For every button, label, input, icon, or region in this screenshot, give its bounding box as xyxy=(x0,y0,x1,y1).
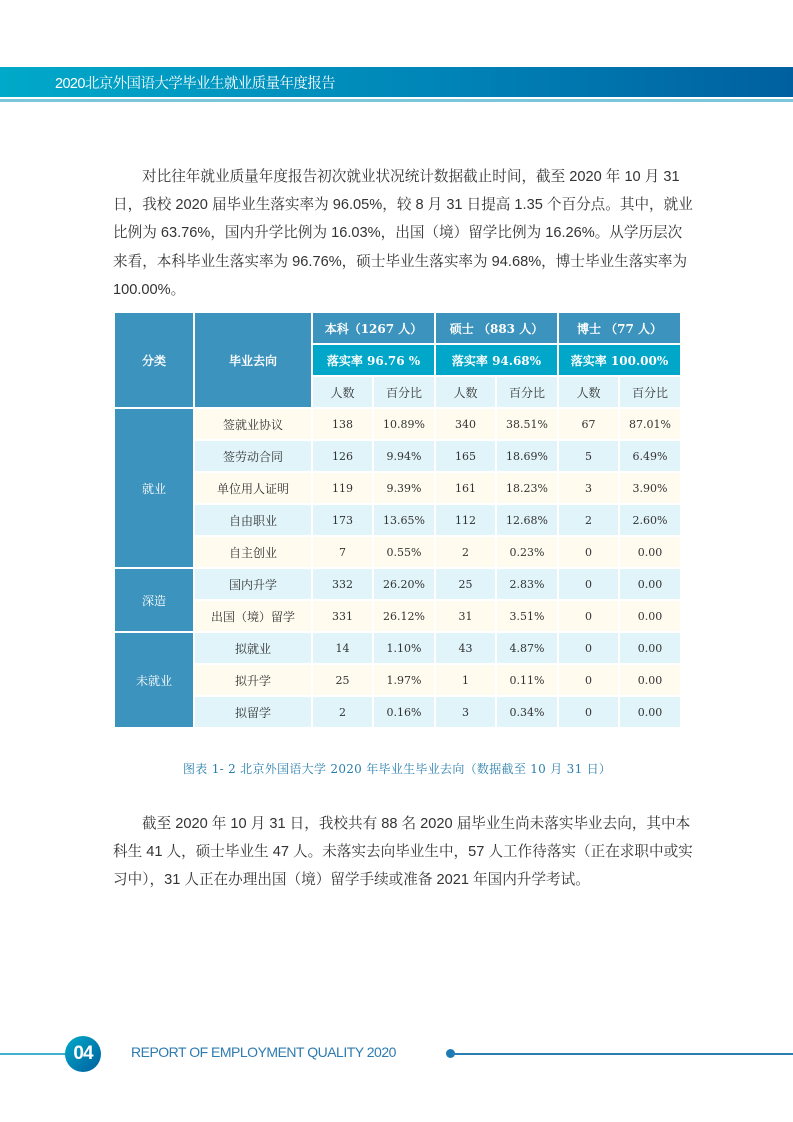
percent-cell: 0.00 xyxy=(620,665,680,695)
count-cell: 331 xyxy=(313,601,372,631)
count-cell: 165 xyxy=(436,441,495,471)
header-category: 分类 xyxy=(115,313,193,407)
subheader-count: 人数 xyxy=(559,377,618,407)
text-line: 科生 41 人，硕士毕业生 47 人。未落实去向毕业生中，57 人工作待落实（正在求职中或实 xyxy=(113,844,693,861)
percent-cell: 4.87% xyxy=(497,633,557,663)
count-cell: 2 xyxy=(436,537,495,567)
count-cell: 25 xyxy=(313,665,372,695)
percent-cell: 0.00 xyxy=(620,537,680,567)
percent-cell: 9.39% xyxy=(374,473,434,503)
percent-cell: 6.49% xyxy=(620,441,680,471)
destination-cell: 签就业协议 xyxy=(195,409,311,439)
table-row xyxy=(115,441,680,471)
destination-cell: 自主创业 xyxy=(195,537,311,567)
percent-cell: 18.69% xyxy=(497,441,557,471)
header-undergrad: 本科（1267 人） xyxy=(313,313,434,343)
report-title: 2020北京外国语大学毕业生就业质量年度报告 xyxy=(55,76,336,92)
count-cell: 25 xyxy=(436,569,495,599)
count-cell: 126 xyxy=(313,441,372,471)
count-cell: 340 xyxy=(436,409,495,439)
destination-cell: 出国（境）留学 xyxy=(195,601,311,631)
text-line: 截至 2020 年 10 月 31 日，我校共有 88 名 2020 届毕业生尚未落实毕业去向，其中本 xyxy=(142,816,691,832)
header-destination: 毕业去向 xyxy=(195,313,311,407)
destination-cell: 拟留学 xyxy=(195,697,311,727)
page-number-badge: 04 xyxy=(65,1036,101,1072)
subheader-count: 人数 xyxy=(436,377,495,407)
text-line: 100.00%。 xyxy=(113,281,186,298)
percent-cell: 0.00 xyxy=(620,569,680,599)
subheader-percent: 百分比 xyxy=(497,377,557,407)
table-row xyxy=(115,665,680,695)
percent-cell: 12.68% xyxy=(497,505,557,535)
percent-cell: 1.10% xyxy=(374,633,434,663)
table-row xyxy=(115,537,680,567)
percent-cell: 26.20% xyxy=(374,569,434,599)
destination-cell: 自由职业 xyxy=(195,505,311,535)
count-cell: 3 xyxy=(559,473,618,503)
rate-master: 落实率 94.68% xyxy=(436,345,557,375)
subheader-percent: 百分比 xyxy=(374,377,434,407)
percent-cell: 10.89% xyxy=(374,409,434,439)
count-cell: 0 xyxy=(559,601,618,631)
percent-cell: 18.23% xyxy=(497,473,557,503)
count-cell: 0 xyxy=(559,665,618,695)
destination-cell: 签劳动合同 xyxy=(195,441,311,471)
percent-cell: 9.94% xyxy=(374,441,434,471)
destination-cell: 单位用人证明 xyxy=(195,473,311,503)
table-row xyxy=(115,601,680,631)
table-row xyxy=(115,473,680,503)
count-cell: 161 xyxy=(436,473,495,503)
category-cell: 就业 xyxy=(115,409,193,567)
count-cell: 67 xyxy=(559,409,618,439)
count-cell: 1 xyxy=(436,665,495,695)
count-cell: 0 xyxy=(559,569,618,599)
category-cell: 深造 xyxy=(115,569,193,631)
count-cell: 173 xyxy=(313,505,372,535)
percent-cell: 2.83% xyxy=(497,569,557,599)
count-cell: 43 xyxy=(436,633,495,663)
count-cell: 0 xyxy=(559,537,618,567)
rate-undergrad: 落实率 96.76 % xyxy=(313,345,434,375)
count-cell: 2 xyxy=(559,505,618,535)
percent-cell: 0.16% xyxy=(374,697,434,727)
percent-cell: 0.55% xyxy=(374,537,434,567)
category-cell: 未就业 xyxy=(115,633,193,727)
count-cell: 332 xyxy=(313,569,372,599)
table-row xyxy=(115,409,680,439)
percent-cell: 3.51% xyxy=(497,601,557,631)
table-row xyxy=(115,505,680,535)
destination-table xyxy=(113,311,682,729)
footer-text: REPORT OF EMPLOYMENT QUALITY 2020 xyxy=(131,1044,396,1060)
count-cell: 119 xyxy=(313,473,372,503)
percent-cell: 1.97% xyxy=(374,665,434,695)
count-cell: 112 xyxy=(436,505,495,535)
count-cell: 31 xyxy=(436,601,495,631)
table-row xyxy=(115,569,680,599)
count-cell: 0 xyxy=(559,697,618,727)
count-cell: 138 xyxy=(313,409,372,439)
count-cell: 3 xyxy=(436,697,495,727)
percent-cell: 0.34% xyxy=(497,697,557,727)
percent-cell: 0.00 xyxy=(620,633,680,663)
rate-doctor: 落实率 100.00% xyxy=(559,345,680,375)
footer-line-left xyxy=(0,1053,70,1055)
percent-cell: 0.11% xyxy=(497,665,557,695)
count-cell: 5 xyxy=(559,441,618,471)
destination-cell: 拟就业 xyxy=(195,633,311,663)
subheader-percent: 百分比 xyxy=(620,377,680,407)
destination-cell: 国内升学 xyxy=(195,569,311,599)
text-line: 比例为 63.76%，国内升学比例为 16.03%，出国（境）留学比例为 16.26%。从学历层次 xyxy=(113,225,683,242)
percent-cell: 26.12% xyxy=(374,601,434,631)
percent-cell: 38.51% xyxy=(497,409,557,439)
count-cell: 14 xyxy=(313,633,372,663)
percent-cell: 3.90% xyxy=(620,473,680,503)
text-line: 对比往年就业质量年度报告初次就业状况统计数据截止时间，截至 2020 年 10 月 31 xyxy=(142,169,680,185)
paragraph-2 xyxy=(113,810,693,895)
text-line: 来看，本科毕业生落实率为 96.76%，硕士毕业生落实率为 94.68%，博士毕业生落实率为 xyxy=(113,253,688,270)
destination-cell: 拟升学 xyxy=(195,665,311,695)
footer-line-right xyxy=(452,1053,793,1055)
percent-cell: 0.23% xyxy=(497,537,557,567)
count-cell: 0 xyxy=(559,633,618,663)
percent-cell: 0.00 xyxy=(620,697,680,727)
percent-cell: 2.60% xyxy=(620,505,680,535)
table-row xyxy=(115,633,680,663)
percent-cell: 0.00 xyxy=(620,601,680,631)
header-master: 硕士 （883 人） xyxy=(436,313,557,343)
count-cell: 7 xyxy=(313,537,372,567)
header-divider xyxy=(0,99,793,102)
paragraph-1 xyxy=(113,163,693,304)
text-line: 日，我校 2020 届毕业生落实率为 96.05%，较 8 月 31 日提高 1.35 个百分点。其中，就业 xyxy=(113,197,693,214)
subheader-count: 人数 xyxy=(313,377,372,407)
count-cell: 2 xyxy=(313,697,372,727)
percent-cell: 13.65% xyxy=(374,505,434,535)
percent-cell: 87.01% xyxy=(620,409,680,439)
table-row xyxy=(115,697,680,727)
text-line: 习中），31 人正在办理出国（境）留学手续或准备 2021 年国内升学考试。 xyxy=(113,872,590,889)
header-doctor: 博士 （77 人） xyxy=(559,313,680,343)
table-caption: 图表 1- 2 北京外国语大学 2020 年毕业生毕业去向（数据截至 10 月 31 日） xyxy=(183,762,612,776)
